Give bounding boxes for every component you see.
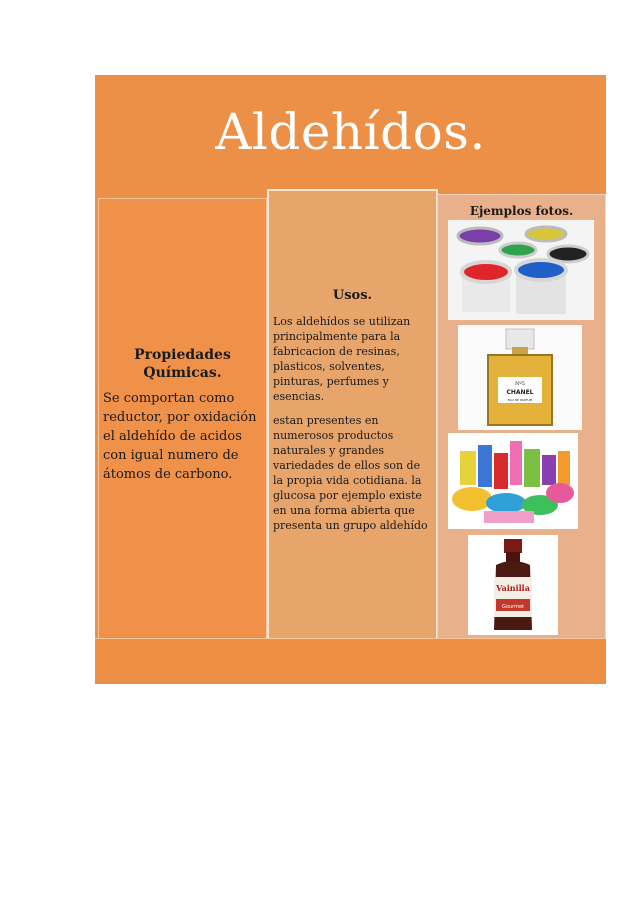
perfume-label-sub: EAU DE PARFUM	[507, 398, 533, 402]
ejemplos-heading: Ejemplos fotos.	[469, 204, 574, 218]
aldehidos-card	[95, 75, 606, 683]
paint-cans-image	[448, 220, 594, 320]
usos-column	[267, 189, 438, 644]
ejemplos-column	[437, 194, 606, 642]
cleaning-products-image	[448, 433, 578, 529]
vanilla-bottle-image	[468, 535, 558, 635]
propiedades-column	[98, 198, 267, 645]
footer-band	[95, 638, 606, 684]
usos-paragraph-1: Los aldehídos se utilizan principalmente para la fabricacion de resinas, plasticos, solventes, pinturas, perfumes y esencias.	[273, 315, 411, 403]
vanilla-sub-label: Gourmet	[502, 604, 524, 610]
perfume-label-brand: CHANEL	[506, 389, 534, 396]
usos-heading: Usos.	[332, 288, 373, 303]
perfume-bottle-image	[458, 325, 582, 430]
page-title: Aldehídos.	[215, 103, 486, 161]
vanilla-label: Vainilla	[496, 583, 530, 593]
usos-paragraph-2: estan presentes en numerosos productos naturales y grandes variedades de ellos son de la propia vida cotidiana. la glucosa por ejemplo existe en una forma abierta que presenta un grupo aldehído	[273, 414, 428, 532]
propiedades-heading: Propiedades Químicas.	[134, 347, 231, 381]
perfume-label-number: Nº5	[515, 381, 525, 387]
propiedades-text: Se comportan como reductor, por oxidación el aldehído de acidos con igual numero de átomos de carbono.	[103, 391, 257, 482]
